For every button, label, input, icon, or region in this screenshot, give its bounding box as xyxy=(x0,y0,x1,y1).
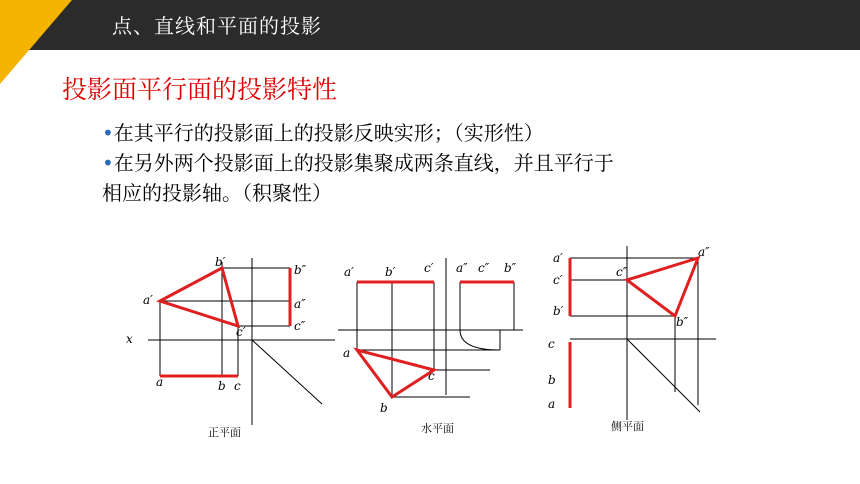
label-b-prime: b′ xyxy=(553,304,564,318)
label-a-double-prime: a″ xyxy=(698,245,710,259)
header-title: 点、直线和平面的投影 xyxy=(112,14,322,38)
label-c-double-prime: c″ xyxy=(294,319,306,333)
diagram-front-shapes xyxy=(160,268,290,376)
bullet-text: 在其平行的投影面上的投影反映实形；（实形性） xyxy=(113,121,544,145)
label-c-double-prime: c″ xyxy=(616,265,628,279)
label-c-prime: c′ xyxy=(236,325,246,339)
label-b-double-prime: b″ xyxy=(504,261,517,275)
label-x-axis: x xyxy=(126,332,133,346)
bullet-text: 在另外两个投影面上的投影集聚成两条直线，并且平行于 xyxy=(113,151,614,175)
label-a: a xyxy=(548,397,556,411)
label-b-double-prime: b″ xyxy=(676,315,689,329)
label-c-prime: c′ xyxy=(553,273,563,287)
label-b-prime: b′ xyxy=(385,265,396,279)
bullet-marker: • xyxy=(102,121,114,145)
bullet-text: 相应的投影轴。（积聚性） xyxy=(102,181,332,205)
caption-side-plane: 侧平面 xyxy=(611,420,644,433)
label-a-prime: a′ xyxy=(553,251,563,265)
label-a-double-prime: a″ xyxy=(456,261,468,275)
bullet-marker: • xyxy=(102,151,114,175)
label-c-prime: c′ xyxy=(424,261,434,275)
label-b: b xyxy=(218,379,226,393)
label-c: c xyxy=(234,379,241,393)
diagram-horizontal-shapes xyxy=(357,282,514,397)
caption-front-plane: 正平面 xyxy=(208,426,241,439)
label-a: a xyxy=(343,346,351,360)
diagram-side-plane xyxy=(570,246,716,420)
label-b-double-prime: b″ xyxy=(294,263,307,277)
label-a-prime: a′ xyxy=(143,293,153,307)
label-c: c xyxy=(428,369,435,383)
caption-horizontal-plane: 水平面 xyxy=(421,422,454,435)
label-b: b xyxy=(380,401,388,415)
section-title: 投影面平行面的投影特性 xyxy=(62,75,338,104)
diagram-front-plane xyxy=(148,258,335,425)
label-a-double-prime: a″ xyxy=(294,297,306,311)
label-c-double-prime: c″ xyxy=(478,261,490,275)
label-a-prime: a′ xyxy=(344,265,354,279)
label-a: a xyxy=(156,375,164,389)
label-b: b xyxy=(548,373,556,387)
label-c: c xyxy=(548,337,555,351)
label-b-prime: b′ xyxy=(215,255,226,269)
